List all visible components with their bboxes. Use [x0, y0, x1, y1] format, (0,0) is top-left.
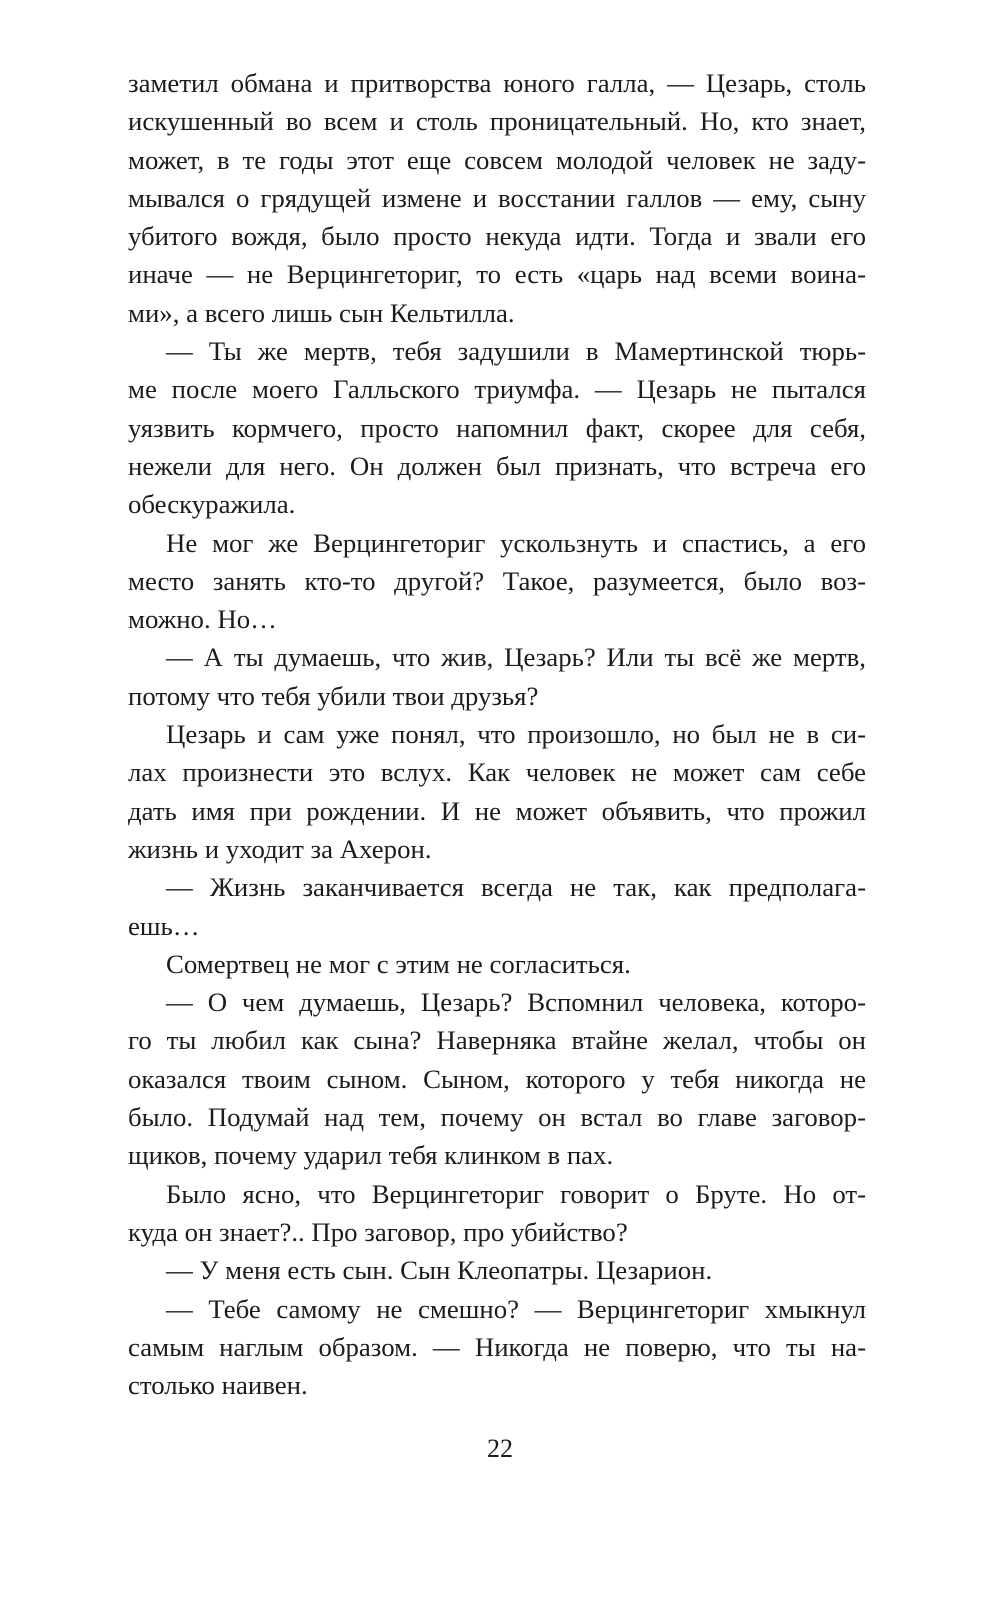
text-line: го ты любил как сына? Наверняка втайне желал, чтобы он	[128, 1025, 866, 1056]
text-line: можно. Но…	[128, 604, 277, 635]
text-line: было. Подумай над тем, почему он встал во главе заговор-	[128, 1102, 866, 1133]
text-line: нежели для него. Он должен был признать, что встреча его	[128, 450, 866, 481]
text-line: лах произнести это вслух. Как человек не может сам себе	[128, 757, 866, 788]
text-line: дать имя при рождении. И не может объявить, что прожил	[128, 795, 866, 826]
text-line: ешь…	[128, 910, 200, 941]
text-line: место занять кто-то другой? Такое, разумеется, было воз-	[128, 565, 866, 596]
text-line: ми», а всего лишь сын Кельтилла.	[128, 297, 515, 328]
text-line: иначе — не Верцингеториг, то есть «царь над всеми воина-	[128, 259, 866, 290]
text-line: Сомертвец не мог с этим не согласиться.	[166, 948, 631, 979]
text-line: — Ты же мертв, тебя задушили в Мамертинской тюрь-	[166, 336, 866, 367]
text-line: куда он знает?.. Про заговор, про убийство?	[128, 1216, 628, 1247]
text-line: — Тебе самому не смешно? — Верцингеториг хмыкнул	[166, 1293, 866, 1324]
text-line: потому что тебя убили твои друзья?	[128, 680, 539, 711]
text-line: — А ты думаешь, что жив, Цезарь? Или ты всё же мертв,	[166, 642, 866, 673]
text-line: щиков, почему ударил тебя клинком в пах.	[128, 1140, 614, 1171]
text-line: Было ясно, что Верцингеториг говорит о Бруте. Но от-	[166, 1178, 866, 1209]
page-number: 22	[487, 1434, 513, 1463]
body-text	[128, 64, 866, 1404]
text-line: заметил обмана и притворства юного галла, — Цезарь, столь	[128, 68, 866, 98]
text-line: оказался твоим сыном. Сыном, которого у тебя никогда не	[128, 1063, 866, 1094]
text-line: самым наглым образом. — Никогда не поверю, что ты на-	[128, 1331, 866, 1362]
text-line: жизнь и уходит за Ахерон.	[128, 833, 432, 864]
text-line: — Жизнь заканчивается всегда не так, как предполага-	[166, 872, 866, 903]
text-line: — О чем думаешь, Цезарь? Вспомнил человека, которо-	[166, 987, 866, 1018]
text-line: уязвить кормчего, просто напомнил факт, скорее для себя,	[128, 412, 866, 443]
text-line: мывался о грядущей измене и восстании галлов — ему, сыну	[128, 182, 866, 213]
text-line: может, в те годы этот еще совсем молодой человек не заду-	[128, 144, 866, 175]
text-line: Не мог же Верцингеториг ускользнуть и спастись, а его	[166, 527, 866, 558]
text-line: столько наивен.	[128, 1370, 308, 1401]
text-line: ме после моего Галльского триумфа. — Цезарь не пытался	[128, 374, 866, 405]
text-line: искушенный во всем и столь проницательный. Но, кто знает,	[128, 106, 866, 137]
text-line: — У меня есть сын. Сын Клеопатры. Цезарион.	[166, 1255, 713, 1286]
text-line: обескуражила.	[128, 489, 296, 520]
text-line: убитого вождя, было просто некуда идти. Тогда и звали его	[128, 221, 866, 252]
text-line: Цезарь и сам уже понял, что произошло, но был не в си-	[166, 719, 866, 750]
